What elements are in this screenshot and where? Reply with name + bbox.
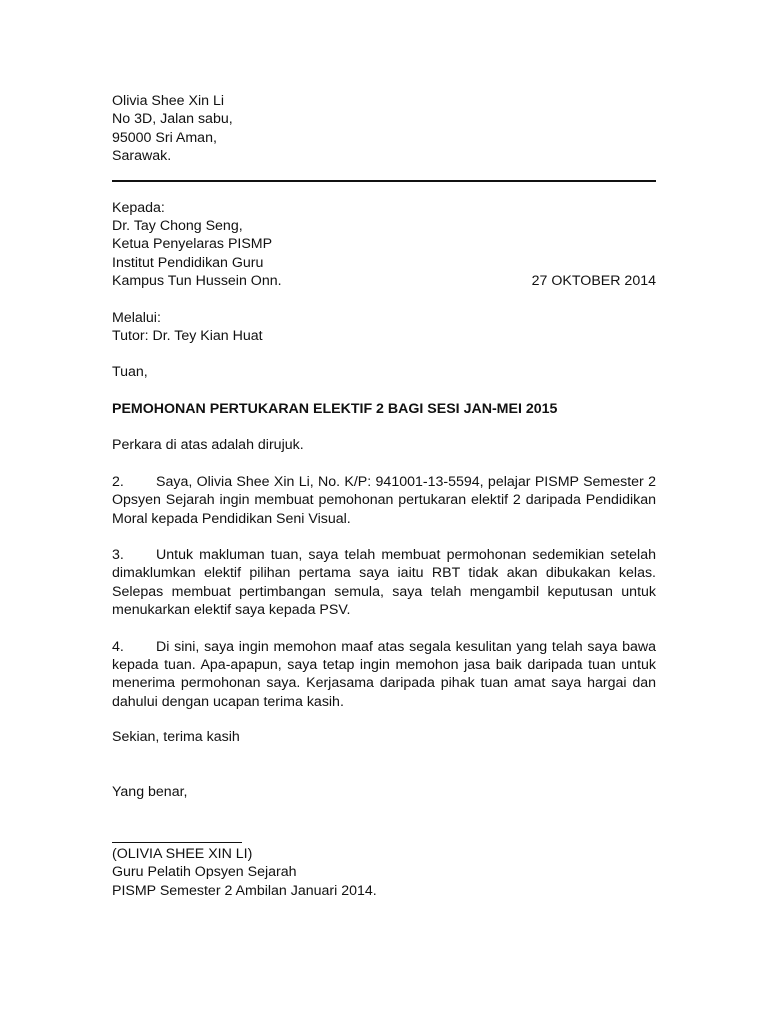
letter-body: [112, 92, 656, 900]
recipient-label: Kepada:: [112, 199, 165, 216]
recipient-name: Dr. Tay Chong Seng,: [112, 218, 243, 235]
paragraph-2: [112, 473, 656, 528]
via-block: [112, 309, 656, 346]
sender-address: [112, 92, 656, 166]
recipient-address: [112, 199, 656, 291]
sender-address-line-3: Sarawak.: [112, 148, 172, 165]
via-tutor: Tutor: Dr. Tey Kian Huat: [112, 328, 263, 345]
paragraph-4: [112, 638, 656, 712]
paragraph-text: Untuk makluman tuan, saya telah membuat permohonan sedemikian setelah dimaklumkan elektif pilihan pertama saya iaitu RBT tidak akan dibukakan kelas. Selepas membuat pertimbangan semula, saya telah mengambil keputusan untuk menukarkan elektif saya kepada PSV.: [112, 546, 656, 619]
sign-off: Yang benar,: [112, 783, 188, 800]
sender-name: Olivia Shee Xin Li: [112, 93, 224, 109]
signature-block: [112, 845, 656, 900]
paragraph-3: [112, 546, 656, 620]
closing-line: Sekian, terima kasih: [112, 729, 240, 746]
signature-position: Guru Pelatih Opsyen Sejarah: [112, 864, 297, 881]
paragraph-number: 3.: [112, 546, 124, 563]
salutation: Tuan,: [112, 364, 148, 381]
recipient-institution: Institut Pendidikan Guru: [112, 254, 264, 271]
paragraph-text: Saya, Olivia Shee Xin Li, No. K/P: 941001-13-5594, pelajar PISMP Semester 2 Opsyen Sejarah ingin membuat pemohonan pertukaran elektif 2 daripada Pendidikan Moral kepada Pendidikan Seni Visual.: [112, 473, 656, 527]
via-label: Melalui:: [112, 309, 161, 326]
recipient-campus: Kampus Tun Hussein Onn.: [112, 273, 282, 290]
signature-name: (OLIVIA SHEE XIN LI): [112, 845, 253, 862]
signature-line: [112, 829, 242, 845]
letter-date: 27 OKTOBER 2014: [531, 273, 656, 290]
recipient-title: Ketua Penyelaras PISMP: [112, 236, 273, 253]
campus-date-row: [112, 272, 656, 290]
signature-program: PISMP Semester 2 Ambilan Januari 2014.: [112, 882, 377, 899]
paragraph-number: 4.: [112, 638, 124, 655]
paragraph-text: Di sini, saya ingin memohon maaf atas segala kesulitan yang telah saya bawa kepada tuan. Apa-apapun, saya tetap ingin memohon jasa baik daripada tuan untuk menerima permohonan saya. Kerjasama daripada pihak tuan amat saya hargai dan dahului dengan ucapan terima kasih.: [112, 638, 656, 710]
letter-subject: PEMOHONAN PERTUKARAN ELEKTIF 2 BAGI SESI JAN-MEI 2015: [112, 400, 558, 417]
sender-address-line-2: 95000 Sri Aman,: [112, 129, 217, 146]
reference-line: Perkara di atas adalah dirujuk.: [112, 437, 304, 454]
header-divider: [112, 180, 656, 182]
paragraph-number: 2.: [112, 473, 124, 490]
sender-address-line-1: No 3D, Jalan sabu,: [112, 111, 233, 128]
